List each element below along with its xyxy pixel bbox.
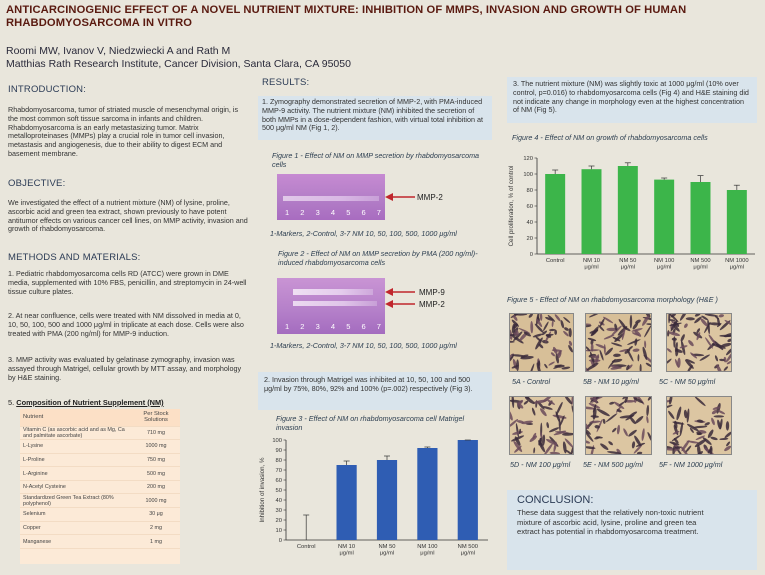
composition-number: 5. bbox=[8, 398, 15, 407]
fig2-lane: 2 bbox=[300, 322, 305, 331]
fig1-lane-numbers bbox=[285, 208, 381, 217]
methods-heading: METHODS AND MATERIALS: bbox=[8, 252, 141, 263]
bar bbox=[458, 440, 478, 540]
fig1-lane: 7 bbox=[376, 208, 381, 217]
fig2-mmp9-band bbox=[293, 289, 373, 295]
cells-image bbox=[667, 397, 731, 454]
nutrient-amount: 1 mg bbox=[132, 535, 180, 549]
fig2-legend: 1-Markers, 2-Control, 3-7 NM 10, 50, 100, 500, 1000 μg/ml bbox=[270, 341, 457, 350]
y-tick-label: 40 bbox=[526, 220, 533, 226]
intro-heading: INTRODUCTION: bbox=[8, 84, 87, 95]
x-tick-label: NM 10 μg/ml bbox=[338, 544, 356, 557]
bar bbox=[654, 180, 674, 254]
nutrient-name: L-Lysine bbox=[20, 440, 132, 454]
composition-title: Composition of Nutrient Supplement (NM) bbox=[16, 398, 164, 407]
nutrient-row bbox=[20, 426, 180, 440]
y-tick-label: 80 bbox=[526, 188, 533, 194]
nutrient-name: N-Acetyl Cysteine bbox=[20, 480, 132, 494]
conclusion-heading: CONCLUSION: bbox=[517, 494, 594, 506]
y-tick-label: 60 bbox=[275, 478, 282, 484]
bar bbox=[417, 448, 437, 540]
fig1-lane: 5 bbox=[346, 208, 351, 217]
x-tick-label: NM 50 μg/ml bbox=[619, 258, 637, 271]
fig1-lane: 4 bbox=[330, 208, 336, 217]
cells-image bbox=[586, 397, 651, 454]
y-tick-label: 80 bbox=[275, 458, 282, 464]
results-2-box bbox=[258, 372, 492, 410]
fig2-lane: 4 bbox=[330, 322, 336, 331]
y-tick-label: 20 bbox=[526, 236, 533, 242]
methods-p2: 2. At near confluence, cells were treated with NM dissolved in media at 0, 10, 50, 100, 500 and 1000 μg/ml in triplicate at each dose. Cells were also treated with PMA (200 ng/ml) for MMP-9 induction. bbox=[8, 311, 244, 338]
y-tick-label: 40 bbox=[275, 498, 282, 504]
fig5a-label: 5A - Control bbox=[512, 377, 551, 386]
fig1-lane: 2 bbox=[300, 208, 305, 217]
fig2-lane: 7 bbox=[376, 322, 381, 331]
fig2-mmp9-label: MMP-9 bbox=[419, 288, 445, 297]
fig2-mmp2-arrow-icon bbox=[385, 299, 415, 309]
nutrient-table bbox=[20, 409, 180, 549]
fig2-lane: 5 bbox=[346, 322, 351, 331]
authors: Roomi MW, Ivanov V, Niedzwiecki A and Rath M bbox=[6, 45, 231, 57]
results-1-box bbox=[258, 96, 492, 140]
y-tick-label: 0 bbox=[278, 538, 282, 544]
fig5-caption: Figure 5 - Effect of NM on rhabdomyosarcoma morphology (H&E ) bbox=[507, 295, 718, 304]
affiliation: Matthias Rath Research Institute, Cancer Division, Santa Clara, CA 95050 bbox=[6, 58, 351, 70]
nutrient-name: Standardized Green Tea Extract (80% polyphenol) bbox=[20, 494, 132, 508]
fig5f-micrograph bbox=[666, 396, 732, 455]
x-tick-label: NM 10 μg/ml bbox=[582, 258, 601, 271]
y-tick-label: 50 bbox=[275, 488, 282, 494]
y-axis-label: Inhibition of invasion, % bbox=[259, 457, 266, 523]
results-3-text: 3. The nutrient mixture (NM) was slightly toxic at 1000 μg/ml (10% over control, p=0.016) to rhabdomyosarcoma cells (Fig 4) and H&E staining did not indicate any change in morphology even at the highest concentration of NM (Fig 5). bbox=[513, 79, 749, 115]
fig5d-label: 5D - NM 100 μg/ml bbox=[510, 460, 571, 469]
nutrient-row bbox=[20, 521, 180, 535]
nutrient-name: L-Proline bbox=[20, 453, 132, 467]
bar bbox=[377, 460, 397, 540]
author-block bbox=[6, 45, 351, 71]
methods-p1: 1. Pediatric rhabdomyosarcoma cells RD (ATCC) were grown in DME media, supplemented with 10% FBS, penicillin, and streptomycin in 24-well tissue culture plates. bbox=[8, 269, 247, 296]
fig5c-label: 5C - NM 50 μg/ml bbox=[659, 377, 716, 386]
nutrient-row bbox=[20, 440, 180, 454]
bar bbox=[727, 190, 747, 254]
nutrient-name: Manganese bbox=[20, 535, 132, 549]
nutrient-row bbox=[20, 453, 180, 467]
y-tick-label: 120 bbox=[523, 156, 533, 162]
fig1-lane: 6 bbox=[361, 208, 366, 217]
y-tick-label: 0 bbox=[529, 252, 533, 258]
y-tick-label: 30 bbox=[275, 508, 282, 514]
nutrient-amount: 30 μg bbox=[132, 508, 180, 522]
fig4-chart bbox=[505, 150, 761, 280]
nutrient-table-panel bbox=[20, 409, 180, 564]
fig5e-micrograph bbox=[585, 396, 652, 455]
fig1-lane: 3 bbox=[315, 208, 320, 217]
fig5f-label: 5F - NM 1000 μg/ml bbox=[659, 460, 723, 469]
x-tick-label: NM 50 μg/ml bbox=[378, 544, 396, 557]
fig5b-micrograph bbox=[585, 313, 652, 372]
fig2-gel-image bbox=[277, 278, 385, 334]
fig3-chart bbox=[256, 432, 492, 570]
nutrient-amount: 750 mg bbox=[132, 453, 180, 467]
nutrient-row bbox=[20, 480, 180, 494]
fig2-lane: 6 bbox=[361, 322, 366, 331]
fig5e-label: 5E - NM 500 μg/ml bbox=[583, 460, 643, 469]
fig2-mmp9-arrow-icon bbox=[385, 287, 415, 297]
fig1-gel-image bbox=[277, 174, 385, 220]
fig1-caption: Figure 1 - Effect of NM on MMP secretion by rhabdomyosarcoma cells bbox=[272, 151, 480, 169]
nutrient-amount: 2 mg bbox=[132, 521, 180, 535]
nutrient-col-header: Nutrient bbox=[20, 409, 132, 426]
x-tick-label: Control bbox=[545, 258, 565, 264]
y-tick-label: 90 bbox=[275, 448, 282, 454]
y-tick-label: 20 bbox=[275, 518, 282, 524]
composition-heading bbox=[8, 398, 164, 407]
fig5d-micrograph bbox=[509, 396, 574, 455]
fig5b-label: 5B - NM 10 μg/ml bbox=[583, 377, 639, 386]
fig1-arrow-icon bbox=[385, 192, 415, 202]
bar bbox=[582, 169, 602, 254]
x-tick-label: NM 500 μg/ml bbox=[457, 544, 478, 557]
results-1-text: 1. Zymography demonstrated secretion of MMP-2, with PMA-induced MMP-9 activity. The nutrient mixture (NM) inhibited the secretion of both MMPs in a dose-dependent fashion, with virtual total inhibition at 500 μg/ml NM (Fig 1, 2). bbox=[262, 97, 483, 133]
results-2-text: 2. Invasion through Matrigel was inhibited at 10, 50, 100 and 500 μg/ml by 75%, 80%, 92% and 100% (p=.002) respectively (Fig 3). bbox=[264, 375, 473, 393]
bar bbox=[691, 182, 711, 254]
nutrient-amount: 500 mg bbox=[132, 467, 180, 481]
y-tick-label: 70 bbox=[275, 468, 282, 474]
y-tick-label: 10 bbox=[275, 528, 282, 534]
nutrient-name: Copper bbox=[20, 521, 132, 535]
fig5a-micrograph bbox=[509, 313, 574, 372]
nutrient-amount: 200 mg bbox=[132, 480, 180, 494]
y-tick-label: 100 bbox=[272, 438, 282, 444]
bar bbox=[618, 166, 638, 254]
nutrient-name: L-Arginine bbox=[20, 467, 132, 481]
fig1-mmp2-label: MMP-2 bbox=[417, 193, 443, 202]
fig2-mmp2-band bbox=[293, 301, 377, 306]
fig3-caption: Figure 3 - Effect of NM on rhabdomyosarcoma cell Matrigel invasion bbox=[276, 414, 465, 432]
objective-heading: OBJECTIVE: bbox=[8, 178, 66, 189]
cells-image bbox=[586, 314, 651, 371]
results-heading: RESULTS: bbox=[262, 77, 310, 88]
cells-image bbox=[510, 314, 573, 371]
x-tick-label: NM 500 μg/ml bbox=[690, 258, 711, 271]
nutrient-amount: 710 mg bbox=[132, 426, 180, 440]
cells-image bbox=[510, 397, 573, 454]
fig5c-micrograph bbox=[666, 313, 732, 372]
x-tick-label: Control bbox=[296, 544, 316, 550]
intro-text: Rhabdomyosarcoma, tumor of striated muscle of mesenchymal origin, is the most common soft tissue sarcoma in infants and children. Rhabdomyosarcoma is an early metastasizing tumor. Matrix metalloproteinases (MMPs) play a crucial role in tumor cell invasion, metastasis and angiogenesis, due to their ability to digest ECM and basement membrane. bbox=[8, 105, 239, 158]
fig1-legend: 1-Markers, 2-Control, 3-7 NM 10, 50, 100, 500, 1000 μg/ml bbox=[270, 229, 457, 238]
conclusion-text: These data suggest that the relatively non-toxic nutrient mixture of ascorbic acid, lysine, proline and green tea extract has potential in rhabdomyosarcoma treatment. bbox=[517, 508, 704, 537]
y-tick-label: 60 bbox=[526, 204, 533, 210]
y-axis-label: Cell proliferation, % of control bbox=[508, 165, 515, 247]
fig2-lane-numbers bbox=[285, 322, 381, 331]
fig2-caption: Figure 2 - Effect of NM on MMP secretion by PMA (200 ng/ml)-induced rhabdomyosarcoma cells bbox=[278, 249, 478, 267]
fig2-lane: 1 bbox=[285, 322, 290, 331]
nutrient-row bbox=[20, 508, 180, 522]
poster-title: ANTICARCINOGENIC EFFECT OF A NOVEL NUTRIENT MIXTURE: INHIBITION OF MMPS, INVASION AND GROWTH OF HUMAN RHABDOMYOSARCOMA IN VITRO bbox=[6, 4, 687, 29]
conclusion-box bbox=[507, 490, 757, 570]
fig1-mmp2-band bbox=[283, 196, 379, 201]
x-tick-label: NM 100 μg/ml bbox=[417, 544, 438, 557]
x-tick-label: NM 1000 μg/ml bbox=[725, 258, 749, 271]
nutrient-row bbox=[20, 494, 180, 508]
nutrient-row bbox=[20, 535, 180, 549]
fig4-caption: Figure 4 - Effect of NM on growth of rhabdomyosarcoma cells bbox=[512, 133, 708, 142]
nutrient-amount: 1000 mg bbox=[132, 494, 180, 508]
objective-text: We investigated the effect of a nutrient mixture (NM) of lysine, proline, ascorbic acid and green tea extract, shown previously to have potent antitumor effects on various cancer cell lines, on MMP activity, invasion and growth of rhabdomyosarcoma. bbox=[8, 198, 248, 234]
nutrient-amount: 1000 mg bbox=[132, 440, 180, 454]
nutrient-row bbox=[20, 467, 180, 481]
bar bbox=[545, 174, 565, 254]
fig2-lane: 3 bbox=[315, 322, 320, 331]
cells-image bbox=[667, 314, 731, 371]
fig1-lane: 1 bbox=[285, 208, 290, 217]
stock-col-header: Per Stock Solutions bbox=[132, 409, 180, 426]
results-3-box bbox=[507, 77, 757, 123]
nutrient-name: Selenium bbox=[20, 508, 132, 522]
y-tick-label: 100 bbox=[523, 172, 533, 178]
methods-p3: 3. MMP activity was evaluated by gelatinase zymography, invasion was assayed through Matrigel, cellular growth by MTT assay, and morphology by H&E staining. bbox=[8, 355, 242, 382]
nutrient-name: Vitamin C (as ascorbic acid and as Mg, Ca and palmitate ascorbate) bbox=[20, 426, 132, 440]
x-tick-label: NM 100 μg/ml bbox=[654, 258, 675, 271]
nutrient-rows bbox=[20, 426, 180, 548]
fig2-mmp2-label: MMP-2 bbox=[419, 300, 445, 309]
bar bbox=[337, 465, 357, 540]
